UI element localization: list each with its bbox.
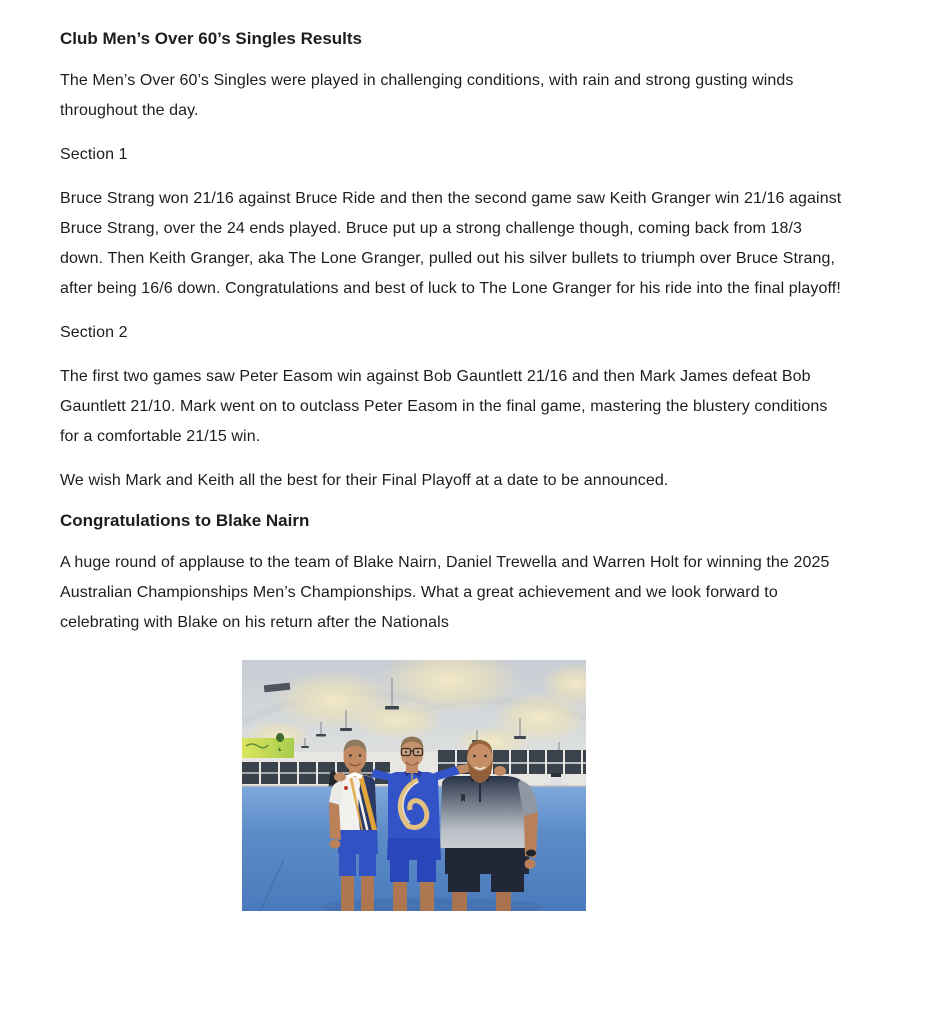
congrats-paragraph: A huge round of applause to the team of Blake Nairn, Daniel Trewella and Warren Holt for winning the 2025 Australian Championships Men’s Championships. What a great achievement and we look forward to celebrating with Blake on his return after the Nationals (60, 554, 830, 631)
heading-singles-results: Club Men’s Over 60’s Singles Results (60, 29, 363, 48)
section1-paragraph: Bruce Strang won 21/16 against Bruce Ride and then the second game saw Keith Granger win 21/16 against Bruce Strang, over the 24 ends played. Bruce put up a strong challenge though, coming back from 18/3 down. Then Keith Granger, aka The Lone Granger, pulled out his silver bullets to triumph over Bruce Strang, after being 16/6 down. Congratulations and best of luck to The Lone Granger for his ride into the final playoff! (60, 190, 842, 297)
background-chair (550, 773, 562, 786)
team-photo-illustration (242, 660, 586, 911)
section2-label: Section 2 (60, 324, 128, 341)
section1-label: Section 1 (60, 146, 128, 163)
team-photo (242, 660, 890, 911)
heading-congratulations: Congratulations to Blake Nairn (60, 511, 310, 530)
intro-paragraph: The Men’s Over 60’s Singles were played in challenging conditions, with rain and strong gusting winds throughout the day. (60, 72, 794, 119)
closing-paragraph: We wish Mark and Keith all the best for their Final Playoff at a date to be announced. (60, 472, 669, 489)
section2-paragraph: The first two games saw Peter Easom win against Bob Gauntlett 21/16 and then Mark James defeat Bob Gauntlett 21/10. Mark went on to outclass Peter Easom in the final game, mastering the blustery conditions for a comfortable 21/15 win. (60, 368, 828, 445)
